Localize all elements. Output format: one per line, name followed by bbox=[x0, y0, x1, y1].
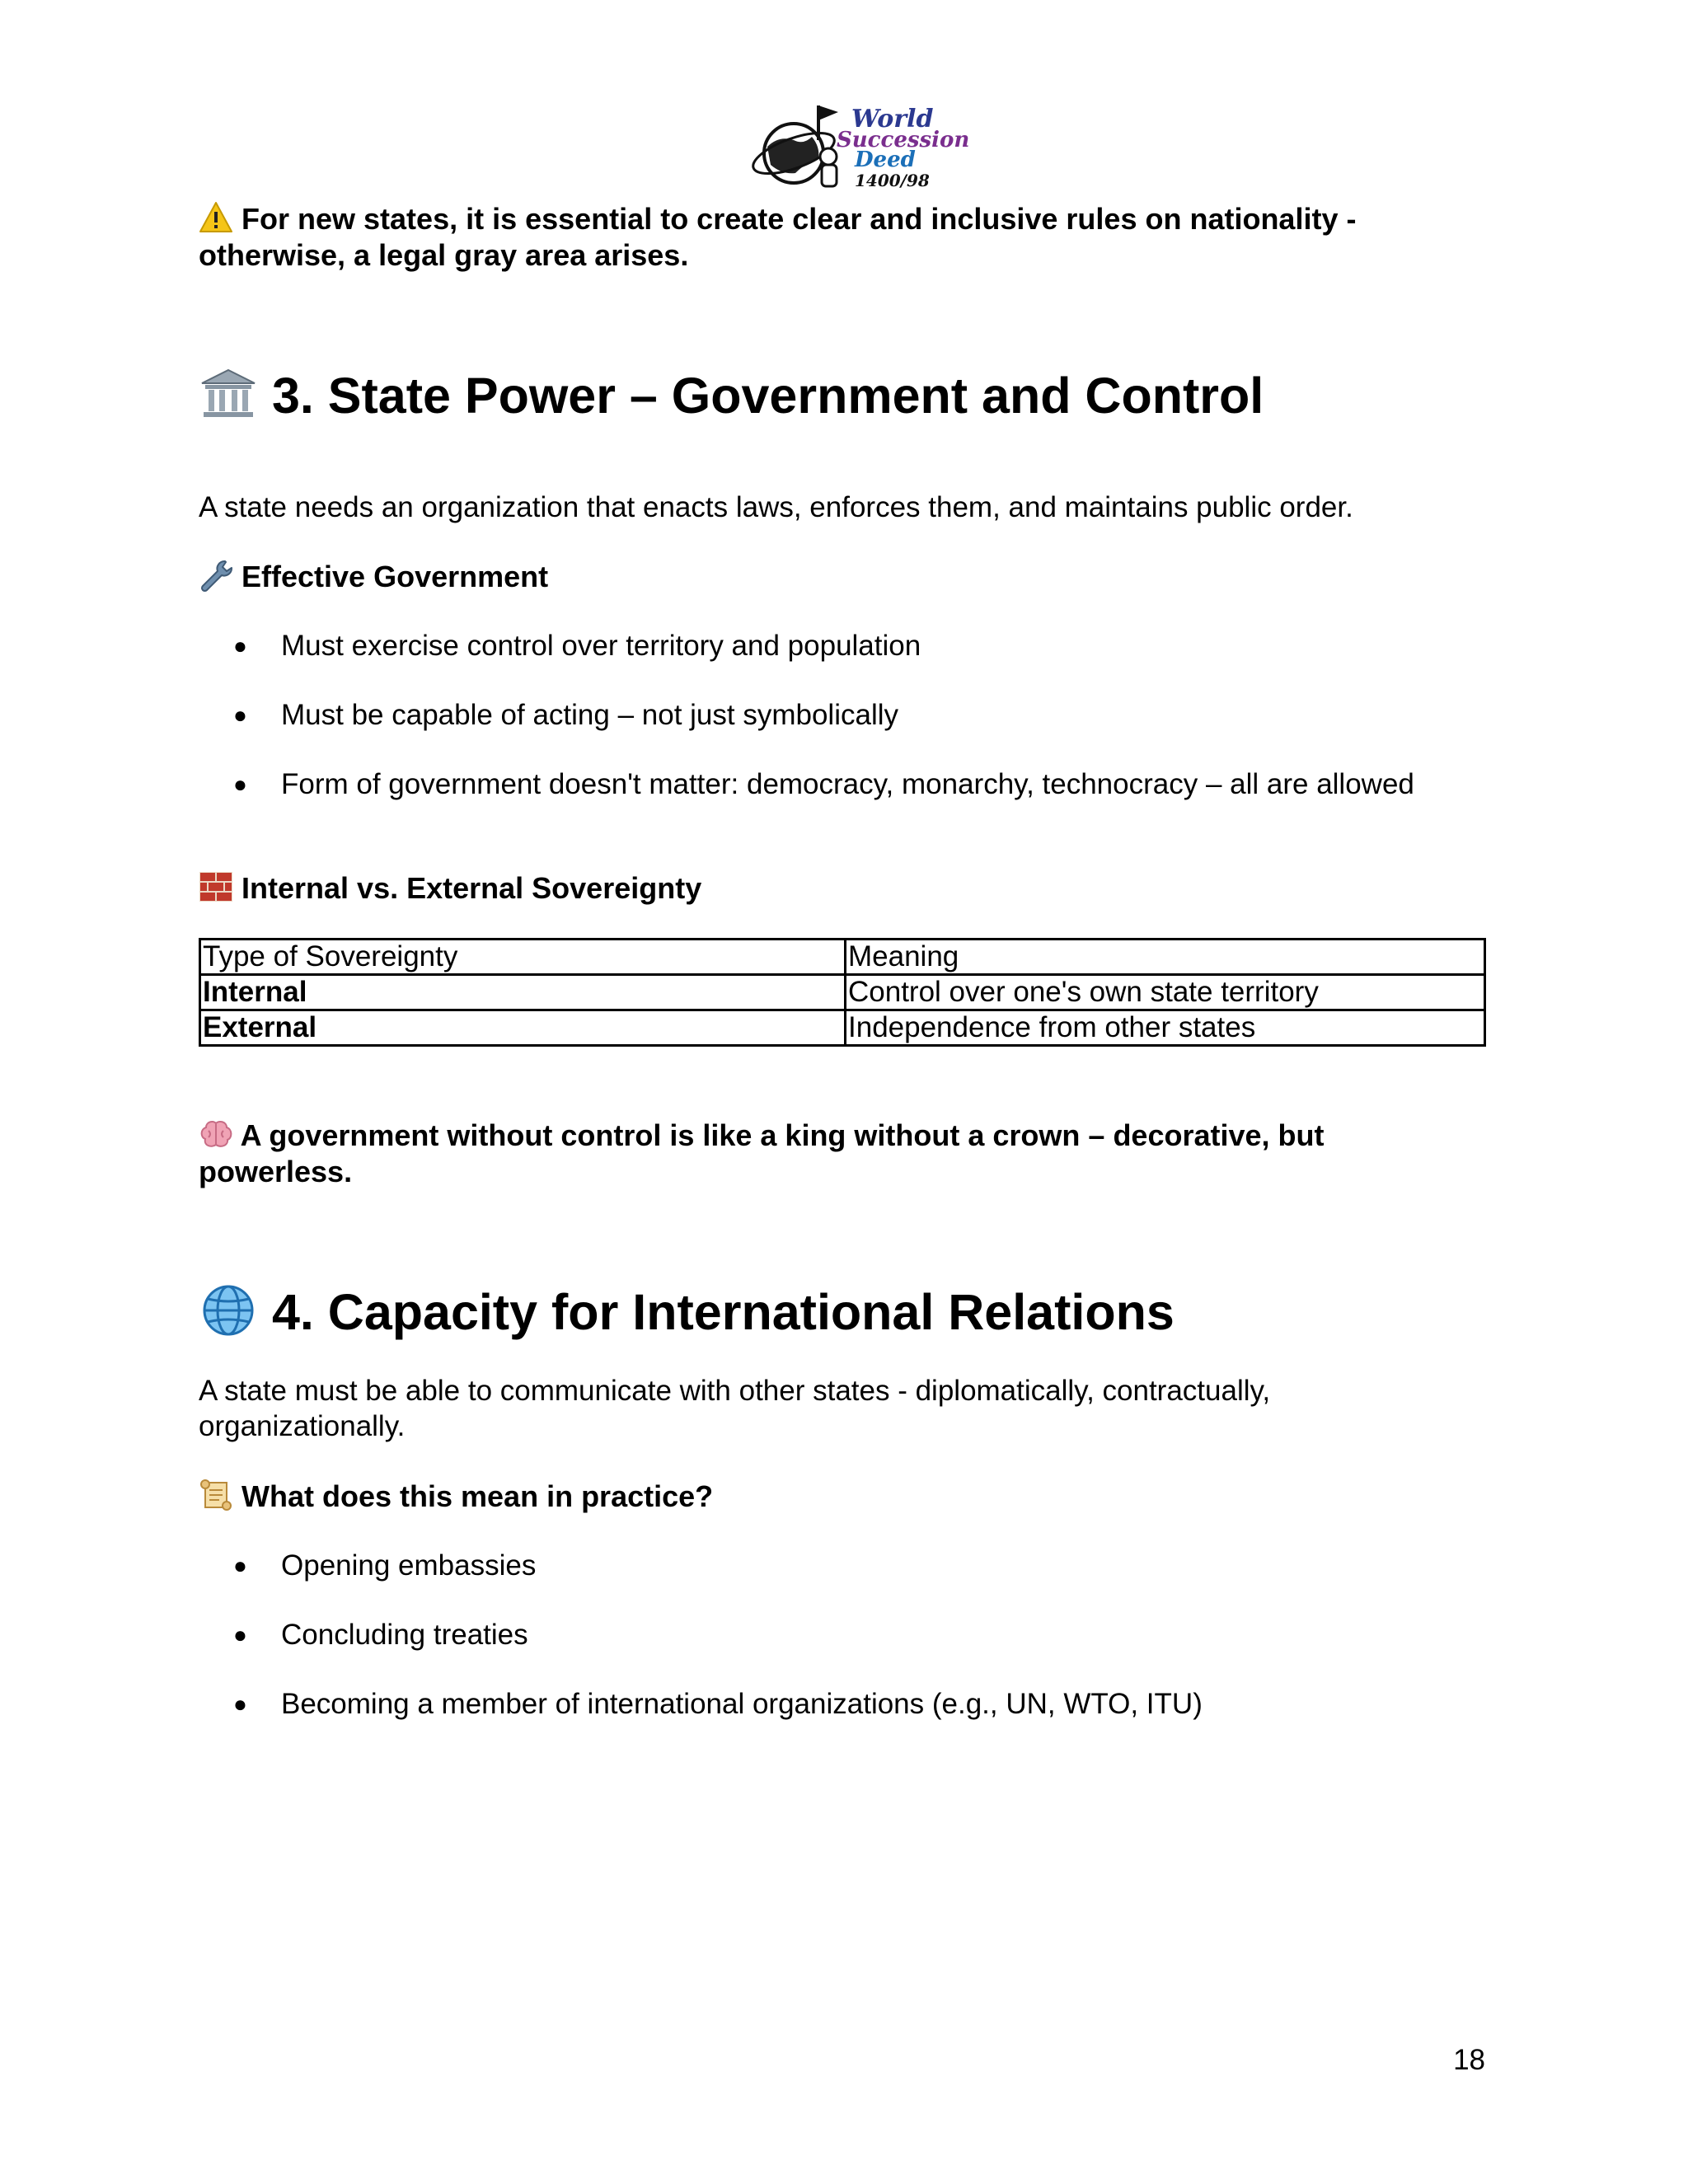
world-succession-deed-logo bbox=[746, 99, 970, 196]
brain-note-line2: powerless. bbox=[199, 1155, 353, 1188]
list-item-text: Becoming a member of international organizations (e.g., UN, WTO, ITU) bbox=[281, 1688, 1203, 1720]
table-cell: Internal bbox=[200, 975, 846, 1010]
section-4-intro-line1: A state must be able to communicate with other states - diplomatically, contractually, bbox=[199, 1375, 1271, 1407]
practice-subheading bbox=[199, 1479, 713, 1515]
table-header-cell: Type of Sovereignty bbox=[200, 940, 846, 975]
list-item-text: Form of government doesn't matter: democracy, monarchy, technocracy – all are allowed bbox=[281, 768, 1414, 800]
sovereignty-subheading bbox=[199, 870, 701, 907]
effective-government-subheading bbox=[199, 559, 548, 595]
list-item: ● Becoming a member of international organizations (e.g., UN, WTO, ITU) bbox=[233, 1688, 1203, 1720]
logo-text-world: World bbox=[851, 105, 934, 134]
table-header-row bbox=[200, 940, 1485, 975]
list-item-text: Must exercise control over territory and population bbox=[281, 630, 921, 662]
astronaut-globe-icon bbox=[748, 105, 839, 186]
table-cell: Control over one's own state territory bbox=[846, 975, 1485, 1010]
practice-subheading-label: What does this mean in practice? bbox=[241, 1479, 714, 1513]
classical-building-icon bbox=[199, 367, 258, 426]
section-4-intro-line2: organizationally. bbox=[199, 1410, 406, 1442]
effective-government-label: Effective Government bbox=[241, 560, 549, 593]
brain-note-line1: A government without control is like a king without a crown – decorative, but bbox=[240, 1118, 1325, 1152]
brain-icon bbox=[199, 1118, 233, 1154]
logo-text-succession: Succession bbox=[837, 128, 970, 152]
page-number: 18 bbox=[1453, 2044, 1485, 2076]
list-item: ● Opening embassies bbox=[233, 1549, 537, 1582]
sovereignty-table bbox=[199, 938, 1486, 1047]
scroll-icon bbox=[199, 1479, 233, 1515]
section-4-heading bbox=[199, 1282, 1517, 1343]
brick-icon bbox=[199, 870, 233, 907]
sovereignty-subheading-label: Internal vs. External Sovereignty bbox=[241, 871, 702, 905]
warning-callout bbox=[199, 201, 1484, 273]
warning-text-line2: otherwise, a legal gray area arises. bbox=[199, 238, 689, 272]
list-item-text: Concluding treaties bbox=[281, 1619, 528, 1651]
logo-text-number: 1400/98 bbox=[855, 171, 930, 190]
section-3-intro: A state needs an organization that enacts laws, enforces them, and maintains public order. bbox=[199, 491, 1353, 523]
list-item: ● Form of government doesn't matter: democracy, monarchy, technocracy – all are allowed bbox=[233, 768, 1414, 800]
table-cell: Independence from other states bbox=[846, 1010, 1485, 1046]
section-3-heading bbox=[199, 366, 1517, 426]
table-header-cell: Meaning bbox=[846, 940, 1485, 975]
wrench-icon bbox=[199, 559, 233, 595]
table-cell: External bbox=[200, 1010, 846, 1046]
warning-icon bbox=[199, 201, 233, 237]
list-item: ● Must exercise control over territory and population bbox=[233, 630, 921, 662]
list-item: ● Concluding treaties bbox=[233, 1619, 528, 1651]
section-3-title: 3. State Power – Government and Control bbox=[271, 368, 1264, 424]
section-4-intro bbox=[199, 1373, 1501, 1444]
table-row bbox=[200, 1010, 1485, 1046]
table-row bbox=[200, 975, 1485, 1010]
list-item-text: Must be capable of acting – not just symbolically bbox=[281, 699, 898, 731]
logo-text-deed: Deed bbox=[855, 148, 916, 172]
brain-callout bbox=[199, 1118, 1484, 1189]
section-4-title: 4. Capacity for International Relations bbox=[271, 1284, 1175, 1340]
globe-icon bbox=[199, 1283, 258, 1343]
list-item-text: Opening embassies bbox=[281, 1549, 537, 1582]
list-item: ● Must be capable of acting – not just symbolically bbox=[233, 699, 898, 731]
warning-text-line1: For new states, it is essential to create clear and inclusive rules on nationality - bbox=[241, 202, 1357, 236]
